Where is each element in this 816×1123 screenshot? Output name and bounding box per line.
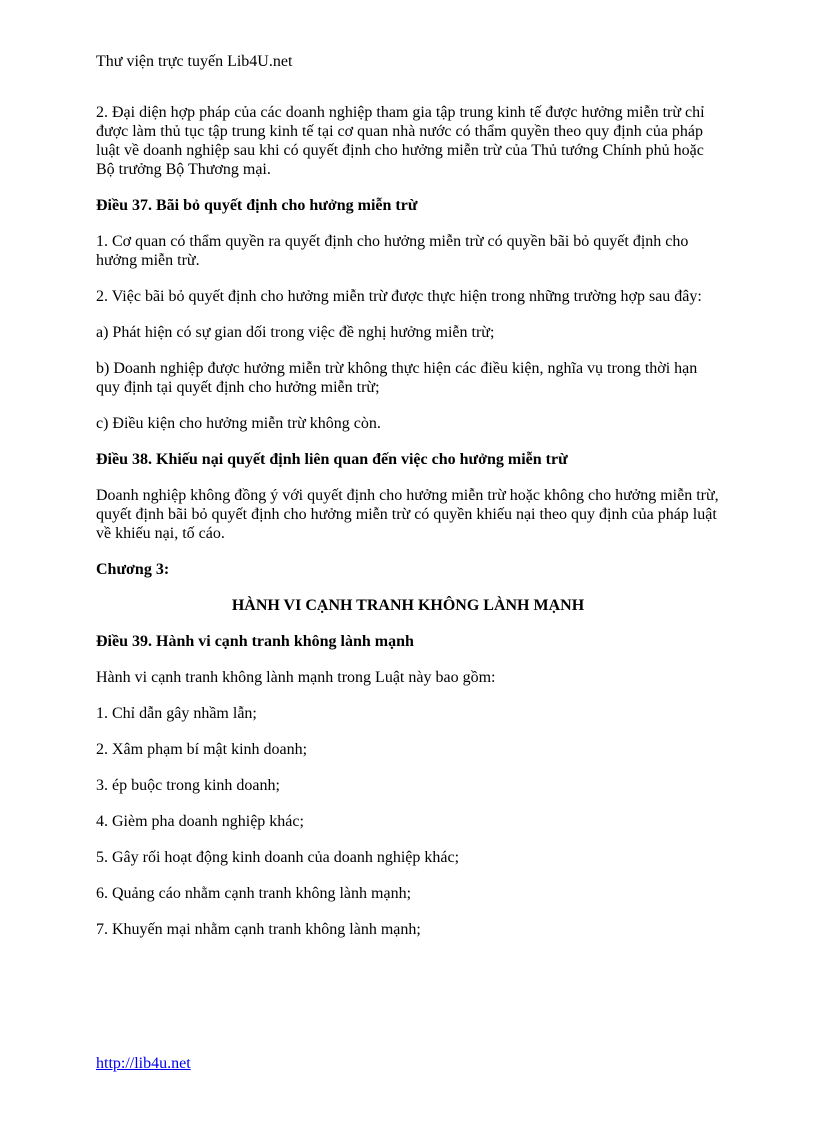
list-item: 5. Gây rối hoạt động kinh doanh của doanh nghiệp khác;	[96, 849, 460, 866]
list-item: 4. Gièm pha doanh nghiệp khác;	[96, 813, 304, 830]
paragraph: Doanh nghiệp không đồng ý với quyết định cho hưởng miễn trừ hoặc không cho hưởng miễn trừ, quyết định bãi bỏ quyết định cho hưởng miễn trừ có quyền khiếu nại theo quy định của pháp luật về khiếu nại, tố cáo.	[96, 487, 719, 542]
list-item: 3. ép buộc trong kinh doanh;	[96, 777, 280, 794]
paragraph: c) Điều kiện cho hưởng miễn trừ không còn.	[96, 415, 381, 432]
article-heading: Điều 38. Khiếu nại quyết định liên quan đến việc cho hưởng miễn trừ	[96, 451, 568, 468]
article-heading: Điều 39. Hành vi cạnh tranh không lành mạnh	[96, 633, 414, 650]
chapter-heading: Chương 3:	[96, 561, 170, 578]
page-footer	[96, 1054, 191, 1073]
paragraph: b) Doanh nghiệp được hưởng miễn trừ không thực hiện các điều kiện, nghĩa vụ trong thời hạn quy định tại quyết định cho hưởng miễn trừ;	[96, 360, 698, 396]
chapter-title: HÀNH VI CẠNH TRANH KHÔNG LÀNH MẠNH	[231, 597, 585, 614]
list-item: 2. Xâm phạm bí mật kinh doanh;	[96, 741, 308, 758]
list-item: 1. Chỉ dẫn gây nhầm lẫn;	[96, 705, 257, 722]
page-header: Thư viện trực tuyến Lib4U.net	[96, 53, 293, 70]
paragraph: a) Phát hiện có sự gian dối trong việc đề nghị hưởng miễn trừ;	[96, 324, 495, 341]
paragraph: Hành vi cạnh tranh không lành mạnh trong Luật này bao gồm:	[96, 669, 496, 686]
list-item: 6. Quảng cáo nhằm cạnh tranh không lành mạnh;	[96, 885, 412, 902]
paragraph: 1. Cơ quan có thẩm quyền ra quyết định cho hưởng miễn trừ có quyền bãi bỏ quyết định cho hưởng miễn trừ.	[96, 233, 689, 269]
paragraph: 2. Đại diện hợp pháp của các doanh nghiệp tham gia tập trung kinh tế được hưởng miễn trừ chỉ được làm thủ tục tập trung kinh tế tại cơ quan nhà nước có thẩm quyền theo quy định của pháp luật về doanh nghiệp sau khi có quyết định cho hưởng miễn trừ của Thủ tướng Chính phủ hoặc Bộ trưởng Bộ Thương mại.	[96, 104, 705, 178]
document-page	[96, 0, 720, 1123]
footer-link[interactable]: http://lib4u.net	[96, 1055, 191, 1072]
list-item: 7. Khuyến mại nhằm cạnh tranh không lành mạnh;	[96, 921, 421, 938]
document-body	[96, 103, 720, 956]
paragraph: 2. Việc bãi bỏ quyết định cho hưởng miễn trừ được thực hiện trong những trường hợp sau đây:	[96, 288, 702, 305]
article-heading: Điều 37. Bãi bỏ quyết định cho hưởng miễn trừ	[96, 197, 418, 214]
